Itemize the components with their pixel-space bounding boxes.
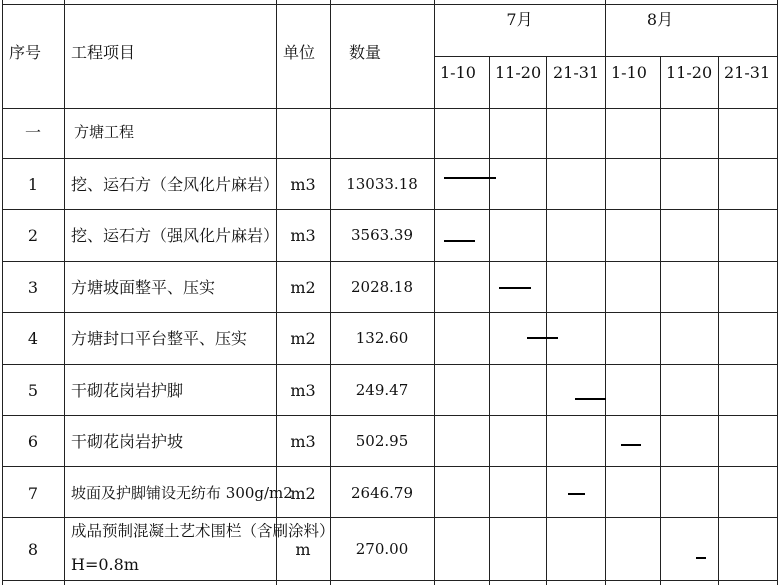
header-period: 11-20 bbox=[495, 63, 542, 82]
grid-hline bbox=[2, 415, 778, 416]
row-unit: m3 bbox=[290, 175, 316, 194]
row-seq: 3 bbox=[27, 278, 39, 297]
row-qty: 13033.18 bbox=[346, 175, 418, 193]
row-qty: 2028.18 bbox=[350, 278, 414, 296]
row-unit: m3 bbox=[290, 381, 316, 400]
header-unit: 单位 bbox=[283, 43, 316, 62]
row-qty: 502.95 bbox=[355, 432, 409, 450]
row-qty: 249.47 bbox=[355, 381, 409, 399]
header-period: 1-10 bbox=[611, 63, 647, 82]
row-item: 干砌花岗岩护坡 bbox=[71, 432, 184, 451]
gantt-bar bbox=[499, 287, 531, 289]
grid-hline bbox=[2, 261, 778, 262]
row-item: 坡面及护脚铺设无纺布 300g/m2 bbox=[71, 484, 293, 502]
gantt-bar bbox=[575, 398, 606, 400]
header-period: 21-31 bbox=[724, 63, 771, 82]
header-item: 工程项目 bbox=[71, 43, 136, 62]
row-qty: 2646.79 bbox=[350, 484, 414, 502]
row-item: 成品预制混凝土艺术围栏（含刷涂料） bbox=[71, 522, 335, 540]
row-seq: 8 bbox=[27, 540, 39, 559]
header-period: 1-10 bbox=[440, 63, 476, 82]
gantt-bar bbox=[621, 444, 641, 446]
section-name: 方塘工程 bbox=[74, 123, 135, 141]
header-month-august: 8月 bbox=[646, 10, 674, 29]
grid-hline bbox=[2, 4, 778, 5]
row-item: 方塘坡面整平、压实 bbox=[71, 278, 216, 297]
grid-hline bbox=[2, 158, 778, 159]
row-seq: 7 bbox=[27, 484, 39, 503]
grid-vline bbox=[546, 56, 547, 585]
row-item: 挖、运石方（全风化片麻岩） bbox=[71, 175, 280, 194]
header-period: 21-31 bbox=[553, 63, 600, 82]
header-period: 11-20 bbox=[666, 63, 713, 82]
row-unit: m bbox=[295, 540, 311, 559]
row-item-line2: H=0.8m bbox=[71, 555, 139, 574]
grid-hline bbox=[2, 364, 778, 365]
gantt-bar bbox=[696, 557, 706, 559]
grid-hline bbox=[2, 312, 778, 313]
row-item: 干砌花岗岩护脚 bbox=[71, 381, 184, 400]
grid-hline bbox=[2, 466, 778, 467]
row-unit: m2 bbox=[290, 329, 316, 348]
row-unit: m2 bbox=[290, 484, 316, 503]
gantt-bar bbox=[444, 240, 475, 242]
row-seq: 4 bbox=[27, 329, 39, 348]
grid-hline bbox=[2, 209, 778, 210]
row-unit: m3 bbox=[290, 432, 316, 451]
row-qty: 270.00 bbox=[355, 540, 409, 558]
grid-vline bbox=[605, 0, 606, 585]
row-seq: 6 bbox=[27, 432, 39, 451]
row-seq: 5 bbox=[27, 381, 39, 400]
row-qty: 132.60 bbox=[355, 329, 409, 347]
row-item: 挖、运石方（强风化片麻岩） bbox=[71, 226, 280, 245]
grid-vline bbox=[489, 56, 490, 585]
grid-vline bbox=[434, 0, 435, 585]
row-unit: m3 bbox=[290, 226, 316, 245]
grid-vline bbox=[777, 0, 778, 585]
row-unit: m2 bbox=[290, 278, 316, 297]
grid-hline bbox=[434, 56, 778, 57]
header-qty: 数量 bbox=[349, 43, 382, 62]
gantt-bar bbox=[527, 337, 558, 339]
header-month-july: 7月 bbox=[506, 10, 533, 29]
row-seq: 2 bbox=[27, 226, 39, 245]
grid-hline bbox=[2, 580, 778, 581]
section-seq: 一 bbox=[24, 123, 41, 142]
gantt-bar bbox=[444, 177, 496, 179]
gantt-bar bbox=[568, 493, 585, 495]
grid-hline bbox=[2, 108, 778, 109]
header-seq: 序号 bbox=[9, 43, 42, 62]
grid-hline bbox=[2, 517, 778, 518]
grid-vline bbox=[64, 0, 65, 585]
grid-vline bbox=[660, 56, 661, 585]
row-seq: 1 bbox=[27, 175, 39, 194]
grid-vline bbox=[718, 56, 719, 585]
row-qty: 3563.39 bbox=[350, 226, 414, 244]
row-item: 方塘封口平台整平、压实 bbox=[71, 329, 248, 348]
